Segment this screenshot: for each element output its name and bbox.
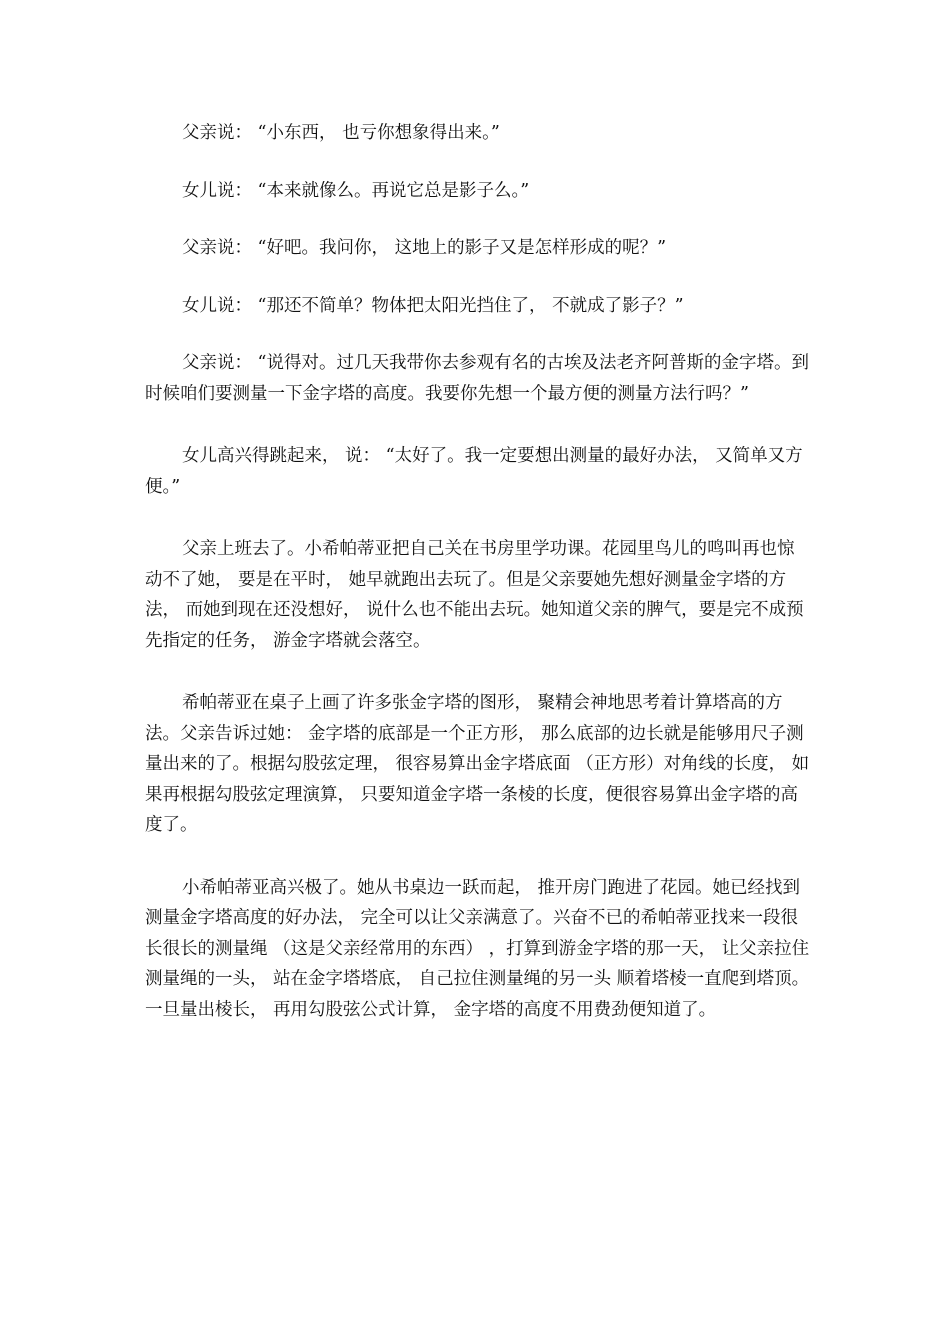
paragraph-father-1: 父亲说： “小东西， 也亏你想象得出来。” — [182, 123, 500, 143]
paragraph-daughter-3: 女儿高兴得跳起来， 说： “太好了。我一定要想出测量的最好办法， 又简单又方便。” — [145, 446, 803, 497]
paragraph-father-3: 父亲说： “说得对。过几天我带你去参观有名的古埃及法老齐阿普斯的金字塔。到时候咱们要测量一下金字塔的高度。我要你先想一个最方便的测量方法行吗？” — [145, 353, 810, 404]
document-body — [145, 118, 810, 1057]
paragraph-daughter-1: 女儿说： “本来就像么。再说它总是影子么。” — [182, 180, 530, 201]
paragraph-narrative-2: 希帕蒂亚在桌子上画了许多张金字塔的图形， 聚精会神地思考着计算塔高的方法。父亲告诉过她： 金字塔的底部是一个正方形， 那么底部的边长就是能够用尺子测量出来的了。根据勾股弦定理， 很容易算出金字塔底面 （正方形）对角线的长度， 如果再根据勾股弦定理演算， 只要知道金字塔一条棱的长度，便很容易算出金字塔的高度了。 — [145, 693, 810, 835]
paragraph-father-2: 父亲说： “好吧。我问你， 这地上的影子又是怎样形成的呢？” — [182, 238, 667, 258]
paragraph-narrative-3: 小希帕蒂亚高兴极了。她从书桌边一跃而起， 推开房门跑进了花园。她已经找到测量金字塔高度的好办法， 完全可以让父亲满意了。兴奋不已的希帕蒂亚找来一段很长很长的测量绳 （这是父亲经常用的东西） ，打算到游金字塔的那一天， 让父亲拉住测量绳的一头， 站在金字塔塔底， 自己拉住测量绳的另一头 顺着塔棱一直爬到塔顶。一旦量出棱长， 再用勾股弦公式计算， 金字塔的高度不用费劲便知道了。 — [145, 877, 810, 1020]
paragraph-narrative-1: 父亲上班去了。小希帕蒂亚把自己关在书房里学功课。花园里鸟儿的鸣叫再也惊动不了她， 要是在平时， 她早就跑出去玩了。但是父亲要她先想好测量金字塔的方法， 而她到现在还没想好， 说什么也不能出去玩。她知道父亲的脾气，要是完不成预先指定的任务， 游金字塔就会落空。 — [145, 539, 804, 651]
paragraph-daughter-2: 女儿说： “那还不简单？物体把太阳光挡住了， 不就成了影子？” — [182, 295, 684, 316]
